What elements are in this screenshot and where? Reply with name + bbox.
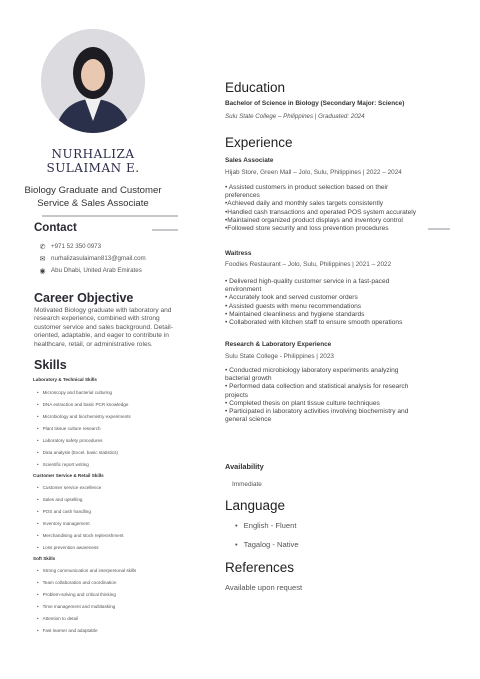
- duty-line: • Maintained cleanliness and hygiene standards: [225, 310, 365, 318]
- contact-email: [38, 254, 146, 263]
- subtitle-line-2: Service & Sales Associate: [37, 198, 149, 209]
- duty-line: environment: [225, 286, 262, 294]
- skill-item: • Data analysis (Excel, basic statistics): [37, 450, 118, 455]
- skill-item: • Plant tissue culture research: [37, 426, 101, 431]
- skill-item: • Microscopy and bacterial culturing: [37, 390, 112, 395]
- career-line: Motivated Biology graduate with laboratory and: [34, 307, 172, 314]
- duty-line: •Followed store security and loss prevention procedures: [225, 225, 389, 233]
- duty-line: • Participated in laboratory activities involving biochemistry and: [225, 408, 409, 416]
- availability-value: Immediate: [232, 481, 262, 488]
- language-item: • Tagalog - Native: [235, 540, 299, 549]
- skill-item: • Inventory management: [37, 521, 90, 526]
- language-item: • English - Fluent: [235, 521, 296, 530]
- name-line-1: NURHALIZA: [51, 147, 135, 161]
- duty-line: • Completed thesis on plant tissue culture techniques: [225, 399, 380, 407]
- contact-location: [38, 266, 142, 275]
- job-duties: [225, 367, 455, 424]
- profile-photo: [41, 29, 145, 133]
- skill-item: • Fast learner and adaptable: [37, 628, 98, 633]
- email-address: nurhalizasulaiman813@gmail.com: [51, 255, 146, 262]
- job-place: Foodies Restaurant – Jolo, Sulu, Philippines | 2021 – 2022: [225, 261, 392, 268]
- skills-group-title: Soft Skills: [33, 556, 56, 561]
- skill-item: • Merchandising and stock replenishment: [37, 533, 124, 538]
- skills-group-title: Customer Service & Retail Skills: [33, 473, 104, 478]
- education-heading: Education: [225, 80, 286, 95]
- contact-divider: [152, 229, 178, 231]
- career-heading: Career Objective: [34, 291, 134, 305]
- experience-divider: [428, 228, 450, 230]
- career-text: [34, 307, 194, 349]
- phone-icon: ✆: [39, 243, 46, 251]
- duty-line: • Conducted microbiology laboratory experiments analyzing: [225, 367, 399, 374]
- skill-item: • Team collaboration and coordination: [37, 580, 116, 585]
- duty-line: • Collaborated with kitchen staff to ensure smooth operations: [225, 319, 403, 327]
- duty-line: • Delivered high-quality customer service in a fast-paced: [225, 278, 390, 285]
- skill-item: • Time management and multitasking: [37, 604, 115, 609]
- job-place: Hijab Store, Green Mall – Jolo, Sulu, Philippines | 2022 – 2024: [225, 169, 402, 176]
- duty-line: • Assisted customers in product selection based on their: [225, 184, 389, 191]
- availability-heading: Availability: [225, 462, 264, 471]
- job-title: Waitress: [225, 250, 252, 257]
- career-line: research experience, combined with strong: [34, 315, 160, 323]
- skill-item: • Strong communication and interpersonal skills: [37, 568, 136, 573]
- skill-item: • Customer service excellence: [37, 485, 101, 490]
- skill-item: • Loss prevention awareness: [37, 545, 99, 550]
- section-divider: [42, 215, 178, 217]
- skill-item: • POS and cash handling: [37, 509, 91, 514]
- mail-icon: ✉: [39, 255, 46, 263]
- duty-line: preferences: [225, 192, 260, 200]
- career-line: healthcare, retail, or administrative roles.: [34, 340, 153, 348]
- skill-item: • Microbiology and biochemistry experiments: [37, 414, 131, 419]
- job-duties: [225, 278, 455, 327]
- skills-heading: Skills: [34, 358, 67, 372]
- experience-heading: Experience: [225, 135, 293, 150]
- job-title: Research & Laboratory Experience: [225, 341, 332, 348]
- references-value: Available upon request: [225, 583, 303, 592]
- skill-item: • Laboratory safety procedures: [37, 438, 102, 443]
- duty-line: bacterial growth: [225, 375, 272, 383]
- job-title: Sales Associate: [225, 157, 274, 164]
- job-duties: [225, 184, 455, 233]
- job-place: Sulu State College - Philippines | 2023: [225, 353, 334, 360]
- location-pin-icon: ◉: [39, 267, 46, 275]
- language-heading: Language: [225, 498, 286, 513]
- career-line: oriented, adaptable, and eager to contribute in: [34, 332, 169, 340]
- skill-item: • Sales and upselling: [37, 497, 82, 502]
- education-degree: Bachelor of Science in Biology (Secondary Major: Science): [225, 100, 405, 107]
- phone-number: +971 52 350 0973: [51, 243, 102, 250]
- skill-item: • Attention to detail: [37, 616, 78, 621]
- skill-item: • Problem-solving and critical thinking: [37, 592, 116, 597]
- name-line-2: SULAIMAN E.: [46, 161, 140, 175]
- duty-line: • Performed data collection and statistical analysis for research: [225, 383, 409, 391]
- education-school: Sulu State College – Philippines | Graduated: 2024: [225, 113, 365, 120]
- skill-item: • Scientific report writing: [37, 462, 89, 467]
- person-portrait-icon: [41, 29, 145, 133]
- location-text: Abu Dhabi, United Arab Emirates: [51, 267, 142, 274]
- duty-line: •Achieved daily and monthly sales targets consistently: [225, 200, 384, 208]
- duty-line: •Maintained organized product displays and inventory control: [225, 216, 403, 224]
- duty-line: projects: [225, 391, 249, 399]
- skills-group-title: Laboratory & Technical Skills: [33, 377, 97, 382]
- references-heading: References: [225, 560, 295, 575]
- subtitle-line-1: Biology Graduate and Customer: [24, 185, 162, 196]
- duty-line: • Assisted guests with menu recommendations: [225, 302, 362, 310]
- contact-phone: [38, 242, 101, 251]
- contact-heading: Contact: [34, 222, 77, 234]
- career-line: customer service and sales background. Detail-: [34, 323, 173, 331]
- skill-item: • DNA extraction and basic PCR knowledge: [37, 402, 128, 407]
- duty-line: • Accurately took and served customer orders: [225, 294, 358, 302]
- duty-line: •Handled cash transactions and operated POS system accurately: [225, 208, 417, 216]
- duty-line: general science: [225, 416, 272, 424]
